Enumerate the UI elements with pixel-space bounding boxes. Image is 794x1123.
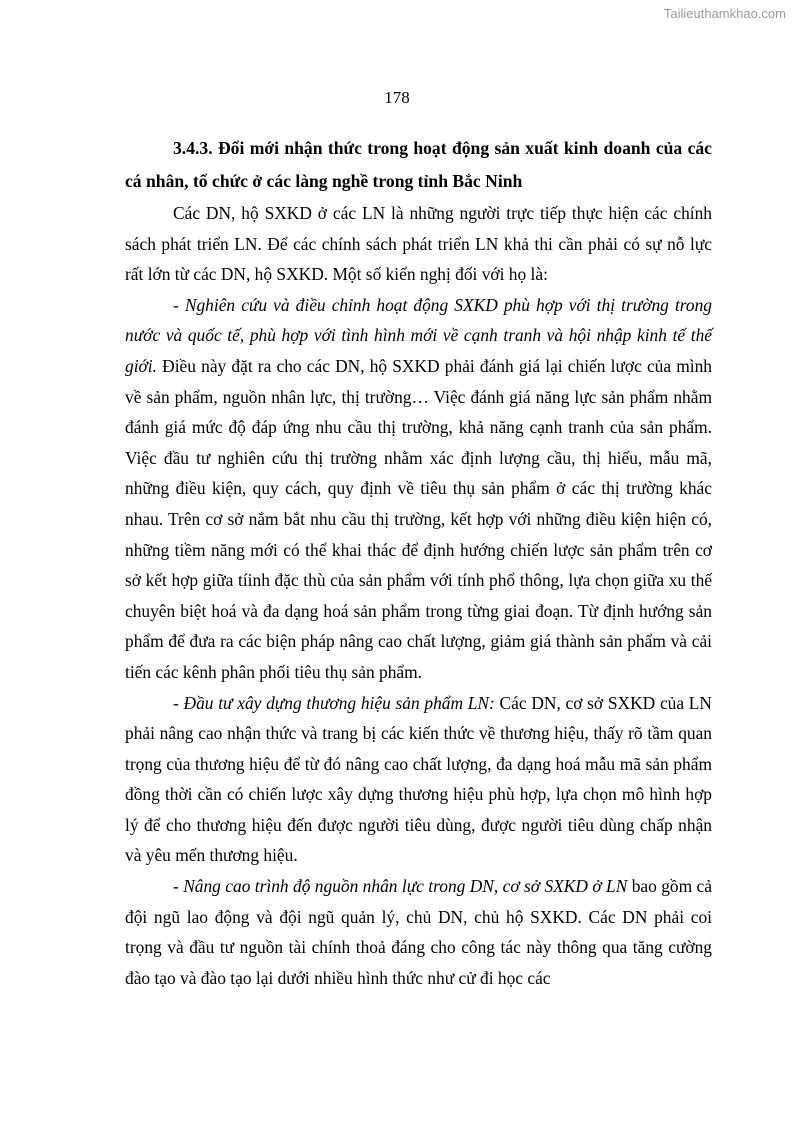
paragraph-market-research-lead: - Nghiên cứu và điều chỉnh hoạt động SXKD phù hợp với thị trường trong nước và quốc tế, phù hợp với tình hình mới về cạnh tranh và hội nhập kinh tế thế giới. (125, 294, 712, 376)
paragraph-market-research-body: Điều này đặt ra cho các DN, hộ SXKD phải đánh giá lại chiến lược của mình về sản phẩm, nguồn nhân lực, thị trường… Việc đánh giá năng lực sản phẩm nhằm đánh giá mức độ đáp ứng nhu cầu thị trường, khả năng cạnh tranh của sản phẩm. Việc đầu tư nghiên cứu thị trường nhằm xác định lượng cầu, thị hiếu, mẫu mã, những điều kiện, quy cách, quy định về tiêu thụ sản phẩm ở các thị trường khác nhau. Trên cơ sở nắm bắt nhu cầu thị trường, kết hợp với những điều kiện hiện có, những tiềm năng mới có thể khai thác để định hướng chiến lược sản phẩm trên cơ sở kết hợp giữa tíinh đặc thù của sản phẩm với tính phổ thông, lựa chọn giữa xu thế chuyên biệt hoá và đa dạng hoá sản phẩm trong từng giai đoạn. Từ định hướng sản phẩm để đưa ra các biện pháp nâng cao chất lượng, giảm giá thành sản phẩm và cải tiến các kênh phân phối tiêu thụ sản phẩm. (125, 355, 712, 682)
paragraph-intro-text: Các DN, hộ SXKD ở các LN là những người trực tiếp thực hiện các chính sách phát triển LN. Để các chính sách phát triển LN khả thi cần phải có sự nỗ lực rất lớn từ các DN, hộ SXKD. Một số kiến nghị đối với họ là: (125, 203, 712, 285)
paragraph-human-resources (125, 871, 712, 993)
paragraph-human-resources-body: bao gồm cả đội ngũ lao động và đội ngũ quản lý, chủ DN, chủ hộ SXKD. Các DN phải coi trọng và đầu tư nguồn tài chính thoả đáng cho công tác này thông qua tăng cường đào tạo và đào tạo lại dưới nhiều hình thức như cử đi học các (125, 876, 712, 988)
watermark: Tailieuthamkhao.com (663, 6, 786, 21)
paragraph-brand-building-body: Các DN, cơ sở SXKD của LN phải nâng cao nhận thức và trang bị các kiến thức về thương hiệu, thấy rõ tầm quan trọng của thương hiệu để từ đó nâng cao chất lượng, đa dạng hoá mẫu mã sản phẩm đồng thời cần có chiến lược xây dựng thương hiệu phù hợp, lựa chọn mô hình hợp lý để cho thương hiệu đến được người tiêu dùng, được người tiêu dùng chấp nhận và yêu mến thương hiệu. (125, 692, 712, 866)
section-heading: 3.4.3. Đổi mới nhận thức trong hoạt động sản xuất kinh doanh của các cá nhân, tổ chức ở các làng nghề trong tỉnh Bắc Ninh (125, 138, 712, 191)
paragraph-brand-building-lead: - Đầu tư xây dựng thương hiệu sản phẩm LN: (173, 692, 495, 713)
paragraph-brand-building (125, 688, 712, 872)
document-body (125, 132, 712, 993)
paragraph-human-resources-lead: - Nâng cao trình độ nguồn nhân lực trong DN, cơ sở SXKD ở LN (173, 876, 628, 897)
paragraph-intro (125, 198, 712, 290)
paragraph-market-research (125, 290, 712, 688)
page-number: 178 (384, 88, 410, 107)
